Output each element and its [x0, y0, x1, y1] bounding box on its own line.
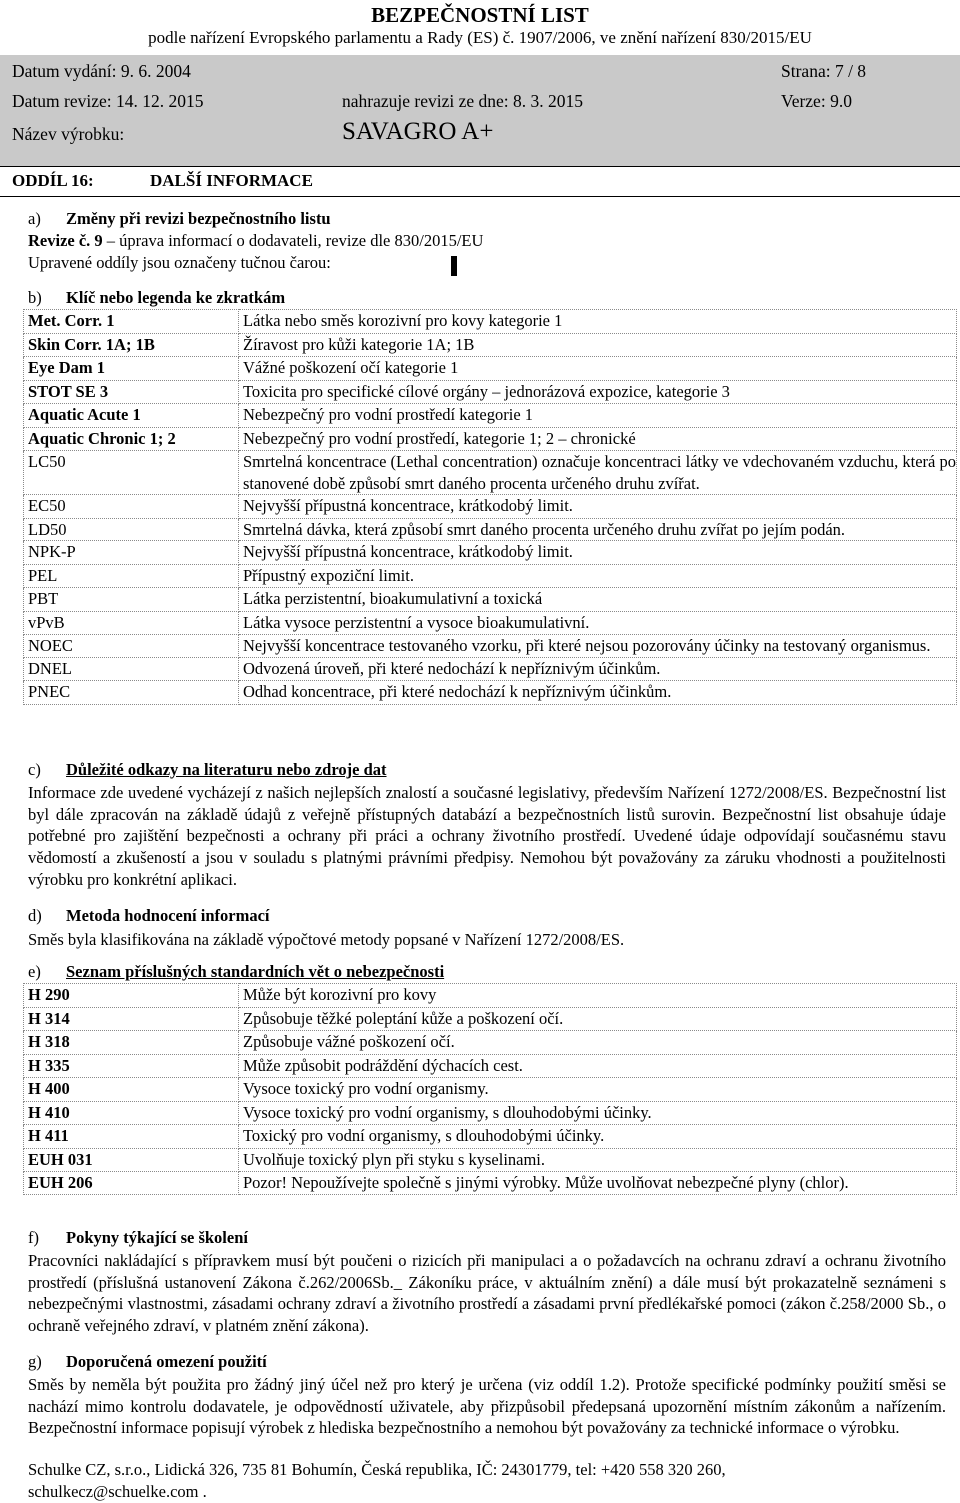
- footer-company: Schulke CZ, s.r.o., Lidická 326, 735 81 Bohumín, Česká republika, IČ: 24301779, tel: +420 558 320 260,: [28, 1460, 726, 1479]
- abbr-description: Odvozená úroveň, při které nedochází k nepříznivým účinkům.: [239, 657, 957, 681]
- hazard-text: Způsobuje vážné poškození očí.: [239, 1031, 957, 1055]
- subsection-g-title: Doporučená omezení použití: [66, 1352, 267, 1371]
- footer-email[interactable]: schulkecz@schuelke.com .: [28, 1482, 207, 1501]
- table-row: [24, 404, 957, 428]
- abbr-cell: Eye Dam 1: [24, 357, 239, 381]
- subsection-b-heading: [28, 288, 285, 308]
- issue-date: Datum vydání: 9. 6. 2004: [12, 61, 191, 81]
- abbr-cell: STOT SE 3: [24, 380, 239, 404]
- abbreviations-table: [23, 309, 957, 705]
- marked-sections-note: Upravené oddíly jsou označeny tučnou čarou:: [28, 253, 331, 272]
- subsection-f-letter: f): [28, 1228, 39, 1247]
- abbr-description: Žíravost pro kůži kategorie 1A; 1B: [239, 333, 957, 357]
- subsection-e-heading: [28, 962, 444, 982]
- table-row: [24, 495, 957, 519]
- table-row: [24, 564, 957, 588]
- table-row: [24, 611, 957, 635]
- abbr-cell: LD50: [24, 518, 239, 541]
- subsection-c-heading: [28, 760, 387, 780]
- hazard-code: H 335: [24, 1054, 239, 1078]
- table-row: [24, 1125, 957, 1149]
- section-rule-bottom: [0, 196, 960, 197]
- abbr-cell: NOEC: [24, 635, 239, 658]
- product-label: Název výrobku:: [12, 124, 125, 144]
- subsection-e-letter: e): [28, 962, 41, 981]
- abbr-cell: Aquatic Chronic 1; 2: [24, 427, 239, 451]
- table-row: [24, 657, 957, 681]
- table-row: [24, 984, 957, 1008]
- replaces-revision: nahrazuje revizi ze dne: 8. 3. 2015: [342, 91, 584, 111]
- hazard-code: H 318: [24, 1031, 239, 1055]
- abbr-description: Nejvyšší koncentrace testovaného vzorku, při které nejsou pozorovány účinky na testovaný organismus.: [239, 635, 957, 658]
- table-row: [24, 635, 957, 658]
- hazard-code: EUH 206: [24, 1172, 239, 1195]
- usage-restrictions-paragraph: Směs by neměla být použita pro žádný jiný účel než pro který je určena (viz oddíl 1.2). Protože specifické podmínky použití směsi se nachází mimo kontrolu dodavatele, je odpovědností uživatele, aby přizpůsobil předepsaná upozornění místním zákonům a nařízením. Bezpečnostní informace popisují výrobek z hlediska bezpečnostního a nemohou být považovány za technické informace o výrobku.: [28, 1375, 946, 1438]
- subsection-a-letter: a): [28, 209, 41, 228]
- hazard-code: EUH 031: [24, 1148, 239, 1172]
- table-row: [24, 1054, 957, 1078]
- abbr-cell: vPvB: [24, 611, 239, 635]
- abbr-cell: PEL: [24, 564, 239, 588]
- subsection-b-title: Klíč nebo legenda ke zkratkám: [66, 288, 286, 307]
- section-number: ODDÍL 16:: [12, 171, 94, 190]
- page-number: Strana: 7 / 8: [781, 61, 867, 81]
- abbr-cell: DNEL: [24, 657, 239, 681]
- subsection-f-heading: [28, 1228, 248, 1248]
- abbr-description: Vážné poškození očí kategorie 1: [239, 357, 957, 381]
- references-paragraph: Informace zde uvedené vycházejí z našich nejlepších znalostí a současné legislativy, především Nařízení 1272/2008/ES. Bezpečnostní list byl dále zpracován na základě údajů z veřejně přístupných databází a bezpečnostních listů surovin. Bezpečnostní list obsahuje údaje potřebné pro zajištění bezpečnosti a ochrany při práci a ochrany životního prostředí. Uvedené údaje odpovídají současnému stavu vědomostí a zkušeností a jsou v souladu s platnými právními předpisy. Nemohou být považovány za záruku vhodnosti a použitelnosti výrobku pro konkrétní aplikaci.: [28, 783, 946, 889]
- section-title: DALŠÍ INFORMACE: [150, 171, 313, 190]
- hazard-code: H 411: [24, 1125, 239, 1149]
- table-row: [24, 541, 957, 565]
- revision-description: – úprava informací o dodavateli, revize dle 830/2015/EU: [102, 231, 484, 250]
- abbr-description: Nejvyšší přípustná koncentrace, krátkodobý limit.: [239, 541, 957, 565]
- subsection-a-title: Změny při revizi bezpečnostního listu: [66, 209, 331, 228]
- table-row: [24, 681, 957, 705]
- table-row: [24, 333, 957, 357]
- hazard-text: Vysoce toxický pro vodní organismy.: [239, 1078, 957, 1102]
- table-row: [24, 1172, 957, 1195]
- revision-note: [28, 231, 483, 251]
- hazard-text: Pozor! Nepoužívejte společně s jinými výrobky. Může uvolňovat nebezpečné plyny (chlor).: [239, 1172, 957, 1195]
- version: Verze: 9.0: [781, 91, 852, 111]
- abbr-description: Smrtelná dávka, která způsobí smrt daného procenta určeného druhu zvířat po jejím podán.: [239, 518, 957, 541]
- abbr-cell: NPK-P: [24, 541, 239, 565]
- table-row: [24, 380, 957, 404]
- hazard-text: Toxický pro vodní organismy, s dlouhodobými účinky.: [239, 1125, 957, 1149]
- abbr-cell: Aquatic Acute 1: [24, 404, 239, 428]
- abbr-cell: Skin Corr. 1A; 1B: [24, 333, 239, 357]
- abbr-description: Nebezpečný pro vodní prostředí, kategorie 1; 2 – chronické: [239, 427, 957, 451]
- hazard-text: Vysoce toxický pro vodní organismy, s dlouhodobými účinky.: [239, 1101, 957, 1125]
- revision-number: Revize č. 9: [28, 231, 103, 250]
- table-row: [24, 518, 957, 541]
- bold-line-marker: [451, 256, 457, 276]
- revision-date: Datum revize: 14. 12. 2015: [12, 91, 204, 111]
- section-rule-top: [0, 166, 960, 167]
- assessment-method-text: Směs byla klasifikována na základě výpočtové metody popsané v Nařízení 1272/2008/ES.: [28, 930, 625, 949]
- abbr-description: Látka vysoce perzistentní a vysoce bioakumulativní.: [239, 611, 957, 635]
- table-row: [24, 1101, 957, 1125]
- abbr-description: Nebezpečný pro vodní prostředí kategorie 1: [239, 404, 957, 428]
- table-row: [24, 451, 957, 495]
- abbr-description: Přípustný expoziční limit.: [239, 564, 957, 588]
- abbr-cell: LC50: [24, 451, 239, 495]
- table-row: [24, 357, 957, 381]
- subsection-g-heading: [28, 1352, 267, 1372]
- product-name: SAVAGRO A+: [342, 118, 494, 145]
- hazard-text: Způsobuje těžké poleptání kůže a poškození očí.: [239, 1007, 957, 1031]
- subsection-g-letter: g): [28, 1352, 42, 1371]
- abbr-cell: Met. Corr. 1: [24, 310, 239, 334]
- table-row: [24, 588, 957, 612]
- hazard-code: H 400: [24, 1078, 239, 1102]
- abbr-description: Smrtelná koncentrace (Lethal concentration) označuje koncentraci látky ve vdechovaném vzduchu, která po stanovené době způsobí smrt daného procenta určeného druhu zvířat.: [239, 451, 957, 495]
- subsection-a-heading: [28, 209, 331, 229]
- document-title: BEZPEČNOSTNÍ LIST: [371, 3, 589, 27]
- table-row: [24, 310, 957, 334]
- abbr-description: Látka nebo směs korozivní pro kovy kategorie 1: [239, 310, 957, 334]
- abbr-description: Odhad koncentrace, při které nedochází k nepříznivým účinkům.: [239, 681, 957, 705]
- abbr-cell: PNEC: [24, 681, 239, 705]
- abbr-description: Látka perzistentní, bioakumulativní a toxická: [239, 588, 957, 612]
- table-row: [24, 1031, 957, 1055]
- subsection-b-letter: b): [28, 288, 42, 307]
- subsection-c-title: Důležité odkazy na literaturu nebo zdroje dat: [66, 760, 387, 779]
- subsection-d-letter: d): [28, 906, 42, 925]
- training-paragraph: Pracovníci nakládající s přípravkem musí být poučeni o rizicích při manipulaci a o požadavcích na ochranu zdraví a ochranu životního prostředí (příslušná ustanovení Zákona č.262/2006Sb._ Zákoníku práce, v aktuálním znění) a dále musí být prokazatelně seznámeni s nebezpečnými vlastnostmi, zásadami ochrany zdraví a životního prostředí a zásadami první předlékařské pomoci (zákon č.258/2000 Sb., o ochraně veřejného zdraví, v platném znění zákona).: [28, 1251, 946, 1336]
- subsection-c-letter: c): [28, 760, 41, 779]
- hazard-code: H 290: [24, 984, 239, 1008]
- hazard-code: H 410: [24, 1101, 239, 1125]
- abbr-cell: PBT: [24, 588, 239, 612]
- abbr-description: Nejvyšší přípustná koncentrace, krátkodobý limit.: [239, 495, 957, 519]
- table-row: [24, 1148, 957, 1172]
- table-row: [24, 1078, 957, 1102]
- table-row: [24, 427, 957, 451]
- hazard-code: H 314: [24, 1007, 239, 1031]
- hazard-text: Uvolňuje toxický plyn při styku s kyselinami.: [239, 1148, 957, 1172]
- hazard-text: Může způsobit podráždění dýchacích cest.: [239, 1054, 957, 1078]
- hazard-text: Může být korozivní pro kovy: [239, 984, 957, 1008]
- hazard-statements-table: [23, 983, 957, 1195]
- subsection-f-title: Pokyny týkající se školení: [66, 1228, 248, 1247]
- subsection-e-title: Seznam příslušných standardních vět o nebezpečnosti: [66, 962, 445, 981]
- abbr-description: Toxicita pro specifické cílové orgány – jednorázová expozice, kategorie 3: [239, 380, 957, 404]
- abbr-cell: EC50: [24, 495, 239, 519]
- table-row: [24, 1007, 957, 1031]
- subsection-d-heading: [28, 906, 270, 926]
- document-subtitle: podle nařízení Evropského parlamentu a Rady (ES) č. 1907/2006, ve znění nařízení 830/2015/EU: [148, 28, 812, 47]
- subsection-d-title: Metoda hodnocení informací: [66, 906, 270, 925]
